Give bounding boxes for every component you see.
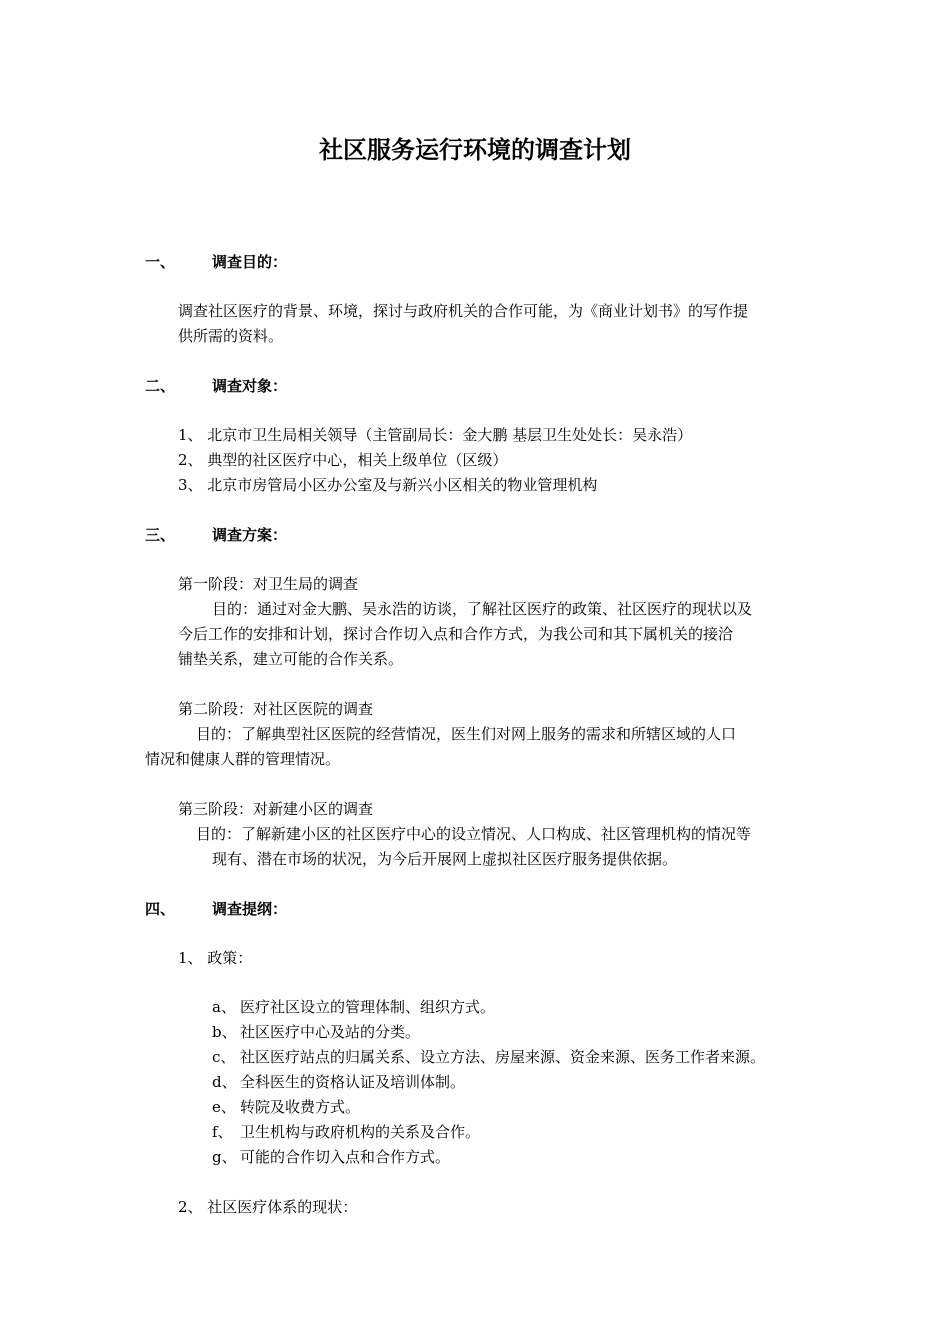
- paragraph-line: 今后工作的安排和计划，探讨合作切入点和合作方式，为我公司和其下属机关的接洽: [178, 625, 734, 643]
- section-number: 四、: [145, 900, 176, 918]
- sub-item-text: 卫生机构与政府机构的关系及合作。: [240, 1123, 481, 1141]
- paragraph-line: 现有、潜在市场的状况，为今后开展网上虚拟社区医疗服务提供依据。: [212, 850, 678, 868]
- paragraph-line: 目的：了解新建小区的社区医疗中心的设立情况、人口构成、社区管理机构的情况等: [196, 825, 752, 843]
- sub-item-text: 转院及收费方式。: [240, 1098, 361, 1116]
- list-item: 1、 北京市卫生局相关领导（主管副局长：金大鹏 基层卫生处处长：吴永浩）: [178, 426, 693, 444]
- section-heading: 调查提纲：: [212, 900, 288, 918]
- sub-item-text: 全科医生的资格认证及培训体制。: [240, 1073, 466, 1091]
- sub-item-text: 可能的合作切入点和合作方式。: [240, 1148, 451, 1166]
- sub-item-text: 社区医疗站点的归属关系、设立方法、房屋来源、资金来源、医务工作者来源。: [240, 1048, 766, 1066]
- sub-item-marker: b、: [212, 1023, 237, 1041]
- phase-title: 第三阶段：对新建小区的调查: [178, 800, 374, 818]
- sub-item-marker: c、: [212, 1048, 236, 1066]
- section-number: 二、: [145, 377, 176, 395]
- list-item: 2、 社区医疗体系的现状：: [178, 1198, 358, 1216]
- sub-item-text: 医疗社区设立的管理体制、组织方式。: [240, 998, 496, 1016]
- phase-title: 第一阶段：对卫生局的调查: [178, 575, 359, 593]
- paragraph-line: 目的：通过对金大鹏、吴永浩的访谈，了解社区医疗的政策、社区医疗的现状以及: [212, 600, 753, 618]
- paragraph-line: 调查社区医疗的背景、环境，探讨与政府机关的合作可能，为《商业计划书》的写作提: [178, 302, 749, 320]
- section-heading: 调查方案：: [212, 526, 288, 544]
- section-heading: 调查目的：: [212, 253, 288, 271]
- paragraph-line: 目的：了解典型社区医院的经营情况，医生们对网上服务的需求和所辖区域的人口: [196, 725, 737, 743]
- section-number: 三、: [145, 526, 176, 544]
- sub-item-marker: d、: [212, 1073, 237, 1091]
- paragraph-line: 情况和健康人群的管理情况。: [145, 750, 341, 768]
- list-item: 2、 典型的社区医疗中心，相关上级单位（区级）: [178, 451, 508, 469]
- paragraph-line: 铺垫关系，建立可能的合作关系。: [178, 650, 404, 668]
- list-item: 1、 政策：: [178, 949, 253, 967]
- paragraph-line: 供所需的资料。: [178, 327, 284, 345]
- document-title: 社区服务运行环境的调查计划: [319, 136, 631, 164]
- sub-item-marker: f、: [212, 1123, 233, 1141]
- list-item: 3、 北京市房管局小区办公室及与新兴小区相关的物业管理机构: [178, 476, 598, 494]
- section-number: 一、: [145, 253, 176, 271]
- sub-item-text: 社区医疗中心及站的分类。: [240, 1023, 421, 1041]
- sub-item-marker: a、: [212, 998, 236, 1016]
- section-heading: 调查对象：: [212, 377, 288, 395]
- sub-item-marker: g、: [212, 1148, 237, 1166]
- phase-title: 第二阶段：对社区医院的调查: [178, 700, 374, 718]
- sub-item-marker: e、: [212, 1098, 236, 1116]
